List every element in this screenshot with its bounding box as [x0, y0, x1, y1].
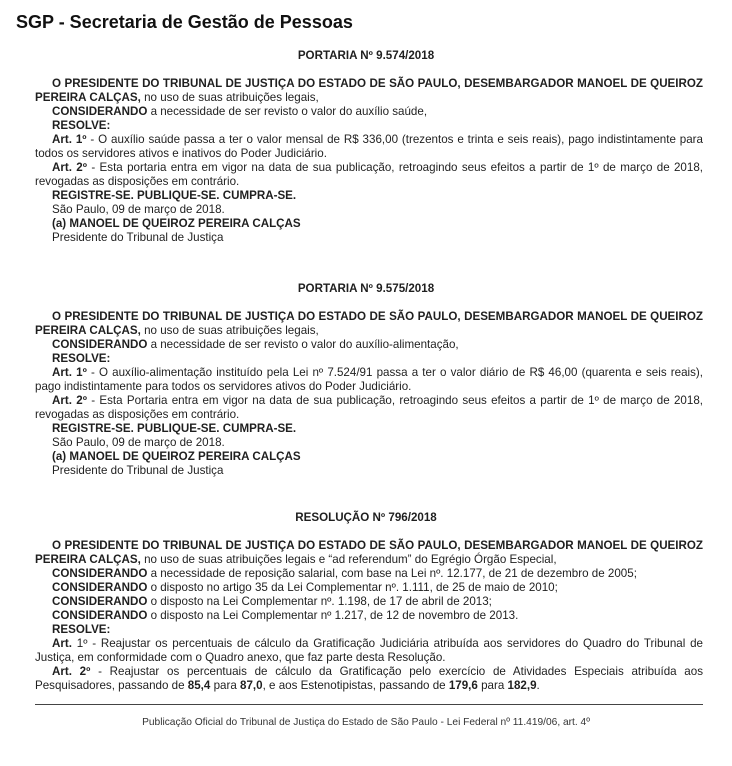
value-to-estenotipistas: 182,9 [507, 679, 537, 692]
article-label: Art. 2º [52, 394, 87, 407]
resolve-label: RESOLVE: [52, 119, 111, 132]
article-text: - O auxílio-alimentação instituído pela Lei nº 7.524/91 passa a ter o valor diário de R$ 46,00 (quarenta e seis reais), pago indistintamente para todos os servidores ativos do Poder Judiciário. [35, 366, 703, 393]
considerando-text: o disposto na Lei Complementar nº 1.217, de 12 de novembro de 2013. [147, 609, 519, 622]
considerando-text: a necessidade de ser revisto o valor do auxílio saúde, [147, 105, 428, 118]
article-text: - Esta Portaria entra em vigor na data de sua publicação, retroagindo seus efeitos a partir de 1º de março de 2018, revogadas as disposições em contrário. [35, 394, 703, 421]
preamble-bold: O PRESIDENTE DO TRIBUNAL DE JUSTIÇA DO ESTADO DE SÃO PAULO, DESEMBARGADOR MANOEL DE QUEIROZ PEREIRA CALÇAS, [35, 310, 703, 337]
article-text: . [536, 679, 540, 692]
considerando-text: o disposto na Lei Complementar nº. 1.198, de 17 de abril de 2013; [147, 595, 492, 608]
place-date: São Paulo, 09 de março de 2018. [52, 436, 225, 449]
place-date: São Paulo, 09 de março de 2018. [52, 203, 225, 216]
considerando [35, 105, 703, 119]
registre-line: REGISTRE-SE. PUBLIQUE-SE. CUMPRA-SE. [52, 189, 297, 202]
article-label: Art. [52, 637, 72, 650]
article-1 [35, 133, 703, 161]
publication-footer: Publicação Oficial do Tribunal de Justiça do Estado de São Paulo - Lei Federal nº 11.419/06, art. 4º [142, 717, 590, 728]
considerando [35, 338, 703, 352]
article-label: Art. 2º [52, 161, 87, 174]
article-text: para [210, 679, 240, 692]
article-label: Art. 1º [52, 366, 87, 379]
doc-title: PORTARIA Nº 9.575/2018 [297, 282, 435, 295]
article-2 [35, 161, 703, 189]
considerando-label: CONSIDERANDO [52, 581, 148, 594]
resolve-label: RESOLVE: [52, 352, 111, 365]
considerando [35, 595, 703, 609]
article-1 [35, 637, 703, 665]
portaria-9574 [35, 49, 703, 245]
considerando-text: o disposto no artigo 35 da Lei Complementar nº. 1.111, de 25 de maio de 2010; [147, 581, 558, 594]
considerando-text: a necessidade de ser revisto o valor do auxílio-alimentação, [147, 338, 459, 351]
considerando [35, 567, 703, 581]
footer-divider [35, 704, 703, 705]
doc-title: RESOLUÇÃO Nº 796/2018 [295, 511, 437, 524]
signer-role: Presidente do Tribunal de Justiça [52, 464, 224, 477]
signer-name: (a) MANOEL DE QUEIROZ PEREIRA CALÇAS [52, 450, 301, 463]
preamble-bold: O PRESIDENTE DO TRIBUNAL DE JUSTIÇA DO ESTADO DE SÃO PAULO, DESEMBARGADOR MANOEL DE QUEIROZ PEREIRA CALÇAS, [35, 539, 703, 566]
considerando-label: CONSIDERANDO [52, 595, 148, 608]
article-text: - Reajustar os percentuais de cálculo da Gratificação pelo exercício de Atividades Especiais atribuída aos Pesquisadores, passando de [35, 665, 703, 692]
section-header: SGP - Secretaria de Gestão de Pessoas [16, 12, 353, 32]
article-label: Art. 1º [52, 133, 87, 146]
resolve-label: RESOLVE: [52, 623, 111, 636]
preamble-rest: no uso de suas atribuições legais, [140, 91, 319, 104]
considerando [35, 581, 703, 595]
article-label: Art. 2º [52, 665, 91, 678]
considerando-text: a necessidade de reposição salarial, com base na Lei nº. 12.177, de 21 de dezembro de 2005; [147, 567, 637, 580]
preamble [35, 77, 703, 105]
article-2 [35, 665, 703, 693]
preamble-rest: no uso de suas atribuições legais e “ad referendum” do Egrégio Órgão Especial, [140, 553, 557, 566]
preamble [35, 310, 703, 338]
considerando-label: CONSIDERANDO [52, 609, 148, 622]
signer-role: Presidente do Tribunal de Justiça [52, 231, 224, 244]
article-1 [35, 366, 703, 394]
value-from-estenotipistas: 179,6 [448, 679, 478, 692]
article-2 [35, 394, 703, 422]
doc-title: PORTARIA Nº 9.574/2018 [297, 49, 435, 62]
portaria-9575 [35, 282, 703, 478]
value-to-pesquisadores: 87,0 [240, 679, 263, 692]
article-text: 1º - Reajustar os percentuais de cálculo da Gratificação Judiciária atribuída aos servidores do Quadro do Tribunal de Justiça, em conformidade com o Quadro anexo, que faz parte desta Resolução. [35, 637, 703, 664]
article-text: para [477, 679, 508, 692]
preamble-rest: no uso de suas atribuições legais, [140, 324, 319, 337]
signer-name: (a) MANOEL DE QUEIROZ PEREIRA CALÇAS [52, 217, 301, 230]
value-from-pesquisadores: 85,4 [187, 679, 211, 692]
resolucao-796 [35, 511, 703, 693]
article-text: , e aos Estenotipistas, passando de [262, 679, 449, 692]
article-text: - O auxílio saúde passa a ter o valor mensal de R$ 336,00 (trezentos e trinta e seis reais), pago indistintamente para todos os servidores ativos e inativos do Poder Judiciário. [35, 133, 703, 160]
article-text: - Esta portaria entra em vigor na data de sua publicação, retroagindo seus efeitos a partir de 1º de março de 2018, revogadas as disposições em contrário. [35, 161, 704, 188]
preamble [35, 539, 703, 567]
considerando-label: CONSIDERANDO [52, 338, 148, 351]
registre-line: REGISTRE-SE. PUBLIQUE-SE. CUMPRA-SE. [52, 422, 297, 435]
preamble-bold: O PRESIDENTE DO TRIBUNAL DE JUSTIÇA DO ESTADO DE SÃO PAULO, DESEMBARGADOR MANOEL DE QUEIROZ PEREIRA CALÇAS, [35, 77, 703, 104]
considerando [35, 609, 703, 623]
considerando-label: CONSIDERANDO [52, 105, 148, 118]
considerando-label: CONSIDERANDO [52, 567, 148, 580]
